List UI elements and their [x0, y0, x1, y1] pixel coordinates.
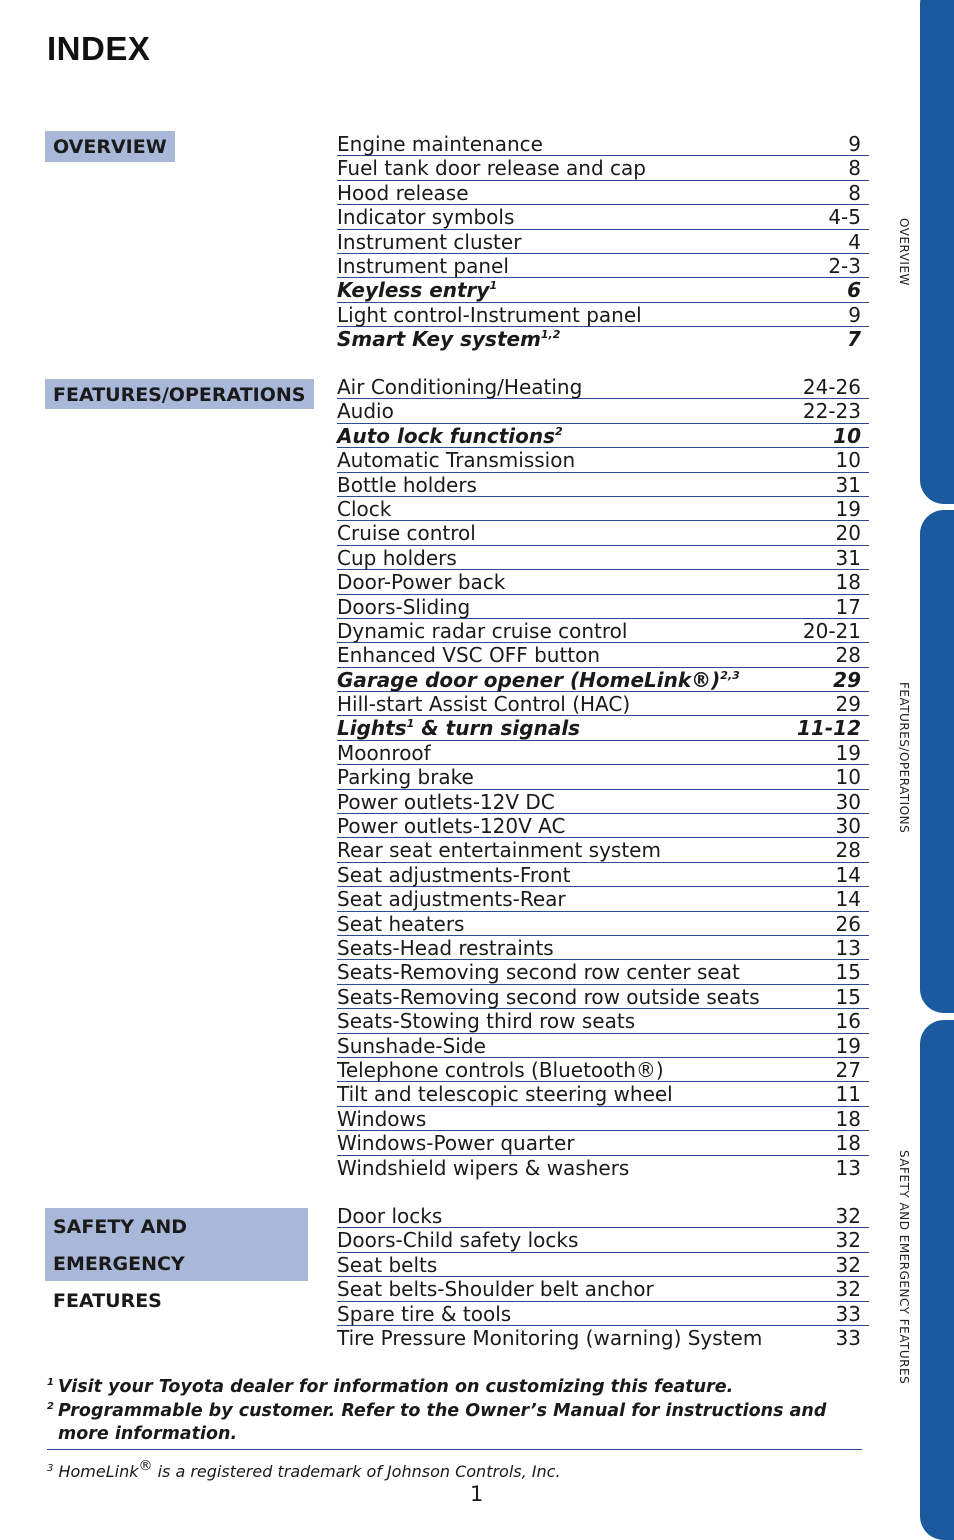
index-entry-page: 6 [847, 278, 861, 303]
index-entry-page: 18 [835, 1106, 861, 1131]
index-entry [337, 375, 869, 399]
index-entry [337, 1156, 869, 1180]
section-label-line: EMERGENCY FEATURES [53, 1253, 185, 1312]
index-entry-text: Door locks [337, 1204, 443, 1228]
side-tab-safety-emergency[interactable] [920, 1020, 954, 1540]
index-entry-text: Seat belts-Shoulder belt anchor [337, 1277, 654, 1302]
index-entry-label [337, 1058, 664, 1082]
trademark-text: is a registered trademark of Johnson Controls, Inc. [152, 1462, 561, 1481]
index-entry-text: Instrument cluster [337, 229, 522, 254]
index-entry-label [337, 1277, 654, 1301]
index-entry-text: Keyless entry [337, 278, 490, 303]
index-entry-text: Sunshade-Side [337, 1033, 486, 1058]
entry-list-overview [337, 132, 869, 352]
side-tab-label-safety-emergency: SAFETY AND EMERGENCY FEATURES [897, 1150, 911, 1385]
index-entry-text: Telephone controls (Bluetooth®) [337, 1057, 664, 1082]
index-entry-text: Power outlets-120V AC [337, 814, 566, 839]
index-entry [337, 254, 869, 278]
index-entry-page: 9 [848, 302, 861, 327]
index-entry [337, 643, 869, 667]
index-entry-label [337, 912, 464, 936]
index-entry-label [337, 570, 505, 594]
index-entry-page: 10 [835, 765, 861, 790]
index-entry-page: 17 [835, 594, 861, 619]
index-entry-text: Spare tire & tools [337, 1301, 512, 1326]
index-entry-text: Doors-Child safety locks [337, 1228, 579, 1253]
index-entry-label [337, 230, 521, 254]
index-entry-label [337, 863, 570, 887]
index-entry-page: 16 [835, 1009, 861, 1034]
index-entry-page: 13 [835, 935, 861, 960]
index-entry-text-suffix: & turn signals [414, 716, 581, 741]
index-entry-page: 14 [835, 862, 861, 887]
index-entry-label [337, 814, 565, 838]
index-entry [337, 181, 869, 205]
index-entry-text: Tilt and telescopic steering wheel [337, 1082, 673, 1107]
index-entry-label [337, 497, 391, 521]
index-entry [337, 912, 869, 936]
index-entry-label [337, 936, 554, 960]
index-entry [337, 960, 869, 984]
index-entry [337, 595, 869, 619]
index-entry-page: 29 [835, 692, 861, 717]
index-entry-page: 27 [835, 1057, 861, 1082]
index-entry-text: Smart Key system [337, 327, 541, 352]
index-entry-page: 15 [835, 960, 861, 985]
side-tab-label-overview: OVERVIEW [897, 218, 911, 286]
trademark-note [47, 1454, 561, 1484]
index-entry-label [337, 424, 563, 448]
index-entry-text: Windows-Power quarter [337, 1131, 575, 1156]
index-entry-text: Light control-Instrument panel [337, 302, 642, 327]
index-entry-text: Windshield wipers & washers [337, 1155, 630, 1180]
index-entry [337, 1204, 869, 1228]
index-entry-page: 29 [833, 667, 861, 692]
index-entry-label [337, 1156, 629, 1180]
index-entry-label [337, 1228, 578, 1252]
index-entry-label [337, 1034, 486, 1058]
index-entry [337, 448, 869, 472]
index-entry-page: 2-3 [828, 253, 861, 278]
index-entry [337, 668, 869, 692]
entry-list-features-operations [337, 375, 869, 1180]
index-entry-page: 10 [835, 448, 861, 473]
page-number: 1 [470, 1482, 484, 1506]
index-entry [337, 936, 869, 960]
index-entry-label [337, 1107, 426, 1131]
index-entry [337, 278, 869, 302]
index-entry-label [337, 181, 469, 205]
index-entry-text: Audio [337, 399, 394, 424]
index-entry-text: Power outlets-12V DC [337, 789, 555, 814]
index-entry-page: 7 [847, 327, 861, 352]
footnote-divider [47, 1449, 862, 1450]
index-entry [337, 692, 869, 716]
index-entry-page: 28 [835, 838, 861, 863]
index-entry [337, 619, 869, 643]
index-entry-text: Moonroof [337, 740, 431, 765]
section-label-overview [45, 131, 175, 162]
index-entry [337, 790, 869, 814]
index-entry-page: 33 [835, 1325, 861, 1350]
index-entry [337, 1082, 869, 1106]
index-entry-text: Instrument panel [337, 253, 509, 278]
index-entry [337, 741, 869, 765]
index-entry-page: 22-23 [802, 399, 861, 424]
index-entry-page: 32 [835, 1228, 861, 1253]
index-entry-label [337, 838, 661, 862]
index-entry-page: 18 [835, 570, 861, 595]
index-entry-text: Seat belts [337, 1252, 438, 1277]
footnote-ref: 1,2 [540, 328, 561, 342]
index-entry-label [337, 1009, 635, 1033]
index-entry-text: Engine maintenance [337, 132, 543, 156]
index-entry [337, 716, 869, 740]
index-entry-label [337, 205, 514, 229]
footnote-text: Programmable by customer. Refer to the Owner’s Manual for instructions and more information. [58, 1400, 827, 1444]
index-entry-label [337, 303, 642, 327]
index-entry-text: Seats-Head restraints [337, 935, 554, 960]
index-entry-label [337, 278, 497, 302]
index-entry [337, 521, 869, 545]
index-entry-page: 11 [835, 1082, 861, 1107]
index-entry [337, 814, 869, 838]
footnote-ref: 2 [555, 424, 563, 438]
index-entry [337, 473, 869, 497]
index-entry-text: Seat adjustments-Rear [337, 887, 566, 912]
index-entry [337, 1277, 869, 1301]
index-entry-text: Cruise control [337, 521, 476, 546]
index-entry-text: Auto lock functions [337, 423, 556, 448]
side-tab-features-operations[interactable] [920, 510, 954, 1013]
footnote-text: Visit your Toyota dealer for information on customizing this feature. [58, 1377, 734, 1397]
index-entry-text: Seats-Removing second row center seat [337, 960, 740, 985]
section-label-line: FEATURES/OPERATIONS [53, 384, 306, 406]
index-entry-text: Enhanced VSC OFF button [337, 643, 601, 668]
footnote-number: 3 [47, 1463, 54, 1474]
footnote-number: 1 [47, 1377, 54, 1388]
index-entry-text: Door-Power back [337, 570, 506, 595]
index-entry [337, 863, 869, 887]
index-entry-label [337, 546, 457, 570]
footnote-ref: 1 [489, 279, 498, 293]
page-title: INDEX [47, 30, 151, 67]
index-entry-page: 19 [835, 740, 861, 765]
index-entry-label [337, 643, 600, 667]
index-entry [337, 424, 869, 448]
index-entry-text: Windows [337, 1106, 427, 1131]
index-entry-page: 20-21 [802, 618, 861, 643]
index-entry-page: 32 [835, 1252, 861, 1277]
index-entry-page: 26 [835, 911, 861, 936]
index-entry-text: Fuel tank door release and cap [337, 156, 646, 181]
index-entry-label [337, 1204, 442, 1228]
index-entry-label [337, 521, 476, 545]
index-entry [337, 1228, 869, 1252]
index-entry-label [337, 1131, 575, 1155]
index-entry-label [337, 1302, 511, 1326]
footnote-number: 2 [47, 1400, 54, 1412]
footnote-ref: 2,3 [720, 668, 740, 682]
index-entry-page: 28 [835, 643, 861, 668]
index-entry-label [337, 668, 740, 692]
index-entry-page: 4 [848, 229, 861, 254]
index-entry-label [337, 595, 470, 619]
index-entry-label [337, 790, 555, 814]
index-entry [337, 570, 869, 594]
index-entry-label [337, 156, 646, 180]
index-entry-text: Doors-Sliding [337, 594, 471, 619]
section-label-line: SAFETY AND [53, 1216, 188, 1238]
index-entry-page: 19 [835, 1033, 861, 1058]
index-entry-page: 33 [835, 1301, 861, 1326]
index-entry [337, 546, 869, 570]
index-entry-label [337, 473, 477, 497]
index-entry-text: Hill-start Assist Control (HAC) [337, 692, 631, 717]
entry-list-safety-emergency [337, 1204, 869, 1350]
index-entry-page: 13 [835, 1155, 861, 1180]
footnotes [47, 1376, 862, 1447]
index-entry-text: Seat heaters [337, 911, 465, 936]
index-entry-text: Air Conditioning/Heating [337, 375, 583, 399]
index-entry-label [337, 741, 431, 765]
index-entry-label [337, 375, 582, 399]
index-entry [337, 1058, 869, 1082]
index-entry [337, 205, 869, 229]
index-entry-text: Dynamic radar cruise control [337, 618, 628, 643]
footnote [47, 1400, 862, 1447]
index-entry-page: 24-26 [802, 375, 861, 399]
index-entry-page: 4-5 [828, 205, 861, 230]
footnote [47, 1376, 862, 1400]
index-entry-page: 14 [835, 887, 861, 912]
index-entry [337, 1009, 869, 1033]
index-entry-text: Hood release [337, 180, 469, 205]
index-entry-page: 8 [848, 156, 861, 181]
index-entry-text: Automatic Transmission [337, 448, 576, 473]
index-entry [337, 230, 869, 254]
index-entry-text: Bottle holders [337, 472, 477, 497]
index-entry-page: 15 [835, 984, 861, 1009]
index-entry-page: 8 [848, 180, 861, 205]
index-entry [337, 1253, 869, 1277]
index-entry-label [337, 132, 543, 156]
index-entry-label [337, 619, 627, 643]
section-label-line: OVERVIEW [53, 136, 167, 158]
index-entry-text: Seat adjustments-Front [337, 862, 571, 887]
side-tab-overview[interactable] [920, 0, 954, 504]
index-entry [337, 1034, 869, 1058]
index-entry-text: Tire Pressure Monitoring (warning) System [337, 1325, 763, 1350]
index-entry-page: 31 [835, 472, 861, 497]
section-label-safety-emergency [45, 1208, 308, 1312]
section-label-features-operations [45, 379, 314, 409]
index-entry-text: Parking brake [337, 765, 474, 790]
index-entry [337, 156, 869, 180]
index-entry-label [337, 692, 630, 716]
footnote-ref: 1 [406, 717, 415, 731]
index-entry-text: Garage door opener (HomeLink®) [337, 667, 721, 692]
index-entry [337, 1131, 869, 1155]
index-entry-text: Clock [337, 496, 392, 521]
index-entry-text: Lights [337, 716, 407, 741]
index-entry-label [337, 448, 575, 472]
trademark-brand: HomeLink [58, 1462, 139, 1481]
index-entry [337, 838, 869, 862]
index-entry-page: 9 [848, 132, 861, 156]
index-entry [337, 1302, 869, 1326]
index-entry [337, 327, 869, 351]
index-entry-text: Rear seat entertainment system [337, 838, 661, 863]
index-entry-page: 32 [835, 1204, 861, 1228]
index-entry [337, 399, 869, 423]
index-entry-page: 32 [835, 1277, 861, 1302]
index-entry-page: 11-12 [797, 716, 861, 741]
index-entry-text: Cup holders [337, 545, 457, 570]
index-entry [337, 887, 869, 911]
index-entry-label [337, 254, 509, 278]
index-entry-page: 10 [833, 423, 861, 448]
index-entry-page: 20 [835, 521, 861, 546]
index-entry-label [337, 887, 566, 911]
index-entry-label [337, 985, 760, 1009]
index-entry [337, 1107, 869, 1131]
index-entry-label [337, 716, 580, 740]
index-entry [337, 497, 869, 521]
index-entry-label [337, 399, 394, 423]
index-entry-label [337, 960, 740, 984]
index-entry [337, 985, 869, 1009]
index-entry-text: Seats-Removing second row outside seats [337, 984, 760, 1009]
index-entry-label [337, 1082, 673, 1106]
index-entry [337, 1326, 869, 1350]
index-entry-page: 31 [835, 545, 861, 570]
index-entry [337, 765, 869, 789]
index-entry-label [337, 327, 560, 351]
index-entry-text: Indicator symbols [337, 205, 515, 230]
index-entry-page: 19 [835, 496, 861, 521]
index-entry-label [337, 1253, 437, 1277]
index-entry-page: 30 [835, 814, 861, 839]
index-entry-label [337, 765, 474, 789]
side-tab-label-features-operations: FEATURES/OPERATIONS [897, 682, 911, 834]
index-entry [337, 303, 869, 327]
index-entry-label [337, 1326, 762, 1350]
index-entry [337, 132, 869, 156]
index-entry-text: Seats-Stowing third row seats [337, 1009, 636, 1034]
registered-mark: ® [138, 1458, 153, 1474]
index-entry-page: 30 [835, 789, 861, 814]
index-entry-page: 18 [835, 1131, 861, 1156]
